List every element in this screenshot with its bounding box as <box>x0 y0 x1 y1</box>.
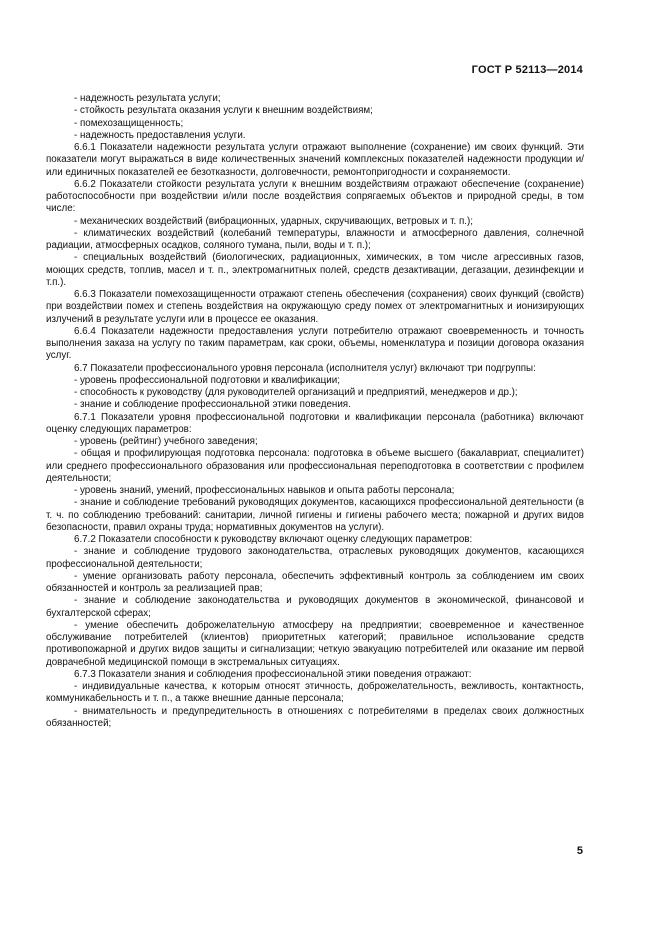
paragraph: 6.7 Показатели профессионального уровня персонала (исполнителя услуг) включают три подгруппы: <box>74 362 536 374</box>
paragraph: - умение организовать работу персонала, обеспечить эффективный контроль за соблюдением им своих обязанностей и контроль за реализацией прав; <box>46 570 584 594</box>
paragraph: - механических воздействий (вибрационных, ударных, скручивающих, ветровых и т. п.); <box>74 215 473 227</box>
paragraph: 6.7.3 Показатели знания и соблюдения профессиональной этики поведения отражают: <box>74 668 472 680</box>
standard-header: ГОСТ Р 52113—2014 <box>471 64 583 76</box>
paragraph: 6.7.2 Показатели способности к руководству включают оценку следующих параметров: <box>74 534 473 545</box>
paragraph: - надежность предоставления услуги. <box>74 129 246 141</box>
paragraph: - надежность результата услуги; <box>74 93 221 104</box>
paragraph: 6.6.4 Показатели надежности предоставления услуги потребителю отражают своевременность и точность выполнения заказа на услугу по таким параметрам, как сроки, объемы, номенклатура и позиции договора оказания услуг. <box>46 325 584 362</box>
paragraph: - знание и соблюдение трудового законодательства, отраслевых руководящих документов, касающихся профессиональной деятельности; <box>46 546 584 570</box>
paragraph: 6.7.1 Показатели уровня профессиональной подготовки и квалификации персонала (работника) включают оценку следующих параметров: <box>46 411 584 435</box>
paragraph: - умение обеспечить доброжелательную атмосферу на предприятии; своевременное и качественное обслуживание потребителей (клиентов) приоритетных категорий; правильное использование средств противопожарной и других видов защиты и сигнализации; четкую эвакуацию потребителей или оказание им первой доврачебной медицинской помощи в экстремальных ситуациях. <box>46 619 584 668</box>
paragraph: - знание и соблюдение требований руководящих документов, касающихся профессиональной деятельности (в т. ч. по соблюдению требований: санитарии, личной гигиены и гигиены рабочего места; пожарной и других видов безопасности, правил охраны труда; нормативных документов на услуги). <box>46 497 584 533</box>
paragraph: - знание и соблюдение профессиональной этики поведения. <box>74 399 351 411</box>
paragraph: - помехозащищенность; <box>74 117 184 129</box>
paragraph: - внимательность и предупредительность в отношениях с потребителями в пределах своих должностных обязанностей; <box>46 705 584 729</box>
paragraph: - знание и соблюдение законодательства и руководящих документов в экономической, финансовой и бухгалтерской сферах; <box>46 595 584 619</box>
paragraph: - способность к руководству (для руководителей организаций и предприятий, менеджеров и др.); <box>74 387 518 398</box>
paragraph: - климатических воздействий (колебаний температуры, влажности и атмосферного давления, солнечной радиации, атмосферных осадков, соляного тумана, пыли, воды и т. п.); <box>46 227 584 251</box>
page-number: 5 <box>576 845 583 857</box>
paragraph: - стойкость результата оказания услуги к внешним воздействиям; <box>74 105 373 117</box>
document-body <box>46 93 584 730</box>
paragraph: - индивидуальные качества, к которым относят этичность, доброжелательность, вежливость, контактность, коммуникабельность и т. п., а также внешние данные персонала; <box>46 681 584 705</box>
paragraph: - специальных воздействий (биологических, радиационных, химических, в том числе агрессивных газов, моющих средств, топлив, масел и т. п., электромагнитных полей, средств дезактивации, дегазации, дезинфекции и т.п.). <box>46 252 584 288</box>
paragraph: - уровень профессиональной подготовки и квалификации; <box>74 374 340 386</box>
paragraph: 6.6.1 Показатели надежности результата услуги отражают выполнение (сохранение) им своих функций. Эти показатели могут выражаться в виде количественных значений комплексных показателей надежности продукции и/или единичных показателей ее безотказности, долговечности, ремонтопригодности и сохраняемости. <box>46 142 584 178</box>
paragraph: 6.6.2 Показатели стойкости результата услуги к внешним воздействиям отражают обеспечение (сохранение) работоспособности при воздействии и/или после воздействия сопрягаемых объектов и природной среды, в том числе: <box>46 178 584 215</box>
paragraph: - уровень знаний, умений, профессиональных навыков и опыта работы персонала; <box>74 485 455 496</box>
paragraph: - уровень (рейтинг) учебного заведения; <box>74 436 258 447</box>
paragraph: - общая и профилирующая подготовка персонала: подготовка в объеме высшего (бакалавриат, специалитет) или среднего профессионального образования или профессиональная переподготовка в соответствии с профилем деятельности; <box>46 448 584 484</box>
paragraph: 6.6.3 Показатели помехозащищенности отражают степень обеспечения (сохранения) своих функций (свойств) при воздействии помех и степень воздействия на окружающую среду помех от электромагнитных и ионизирующих излучений в результате услуги или в процессе ее оказания. <box>46 289 584 325</box>
